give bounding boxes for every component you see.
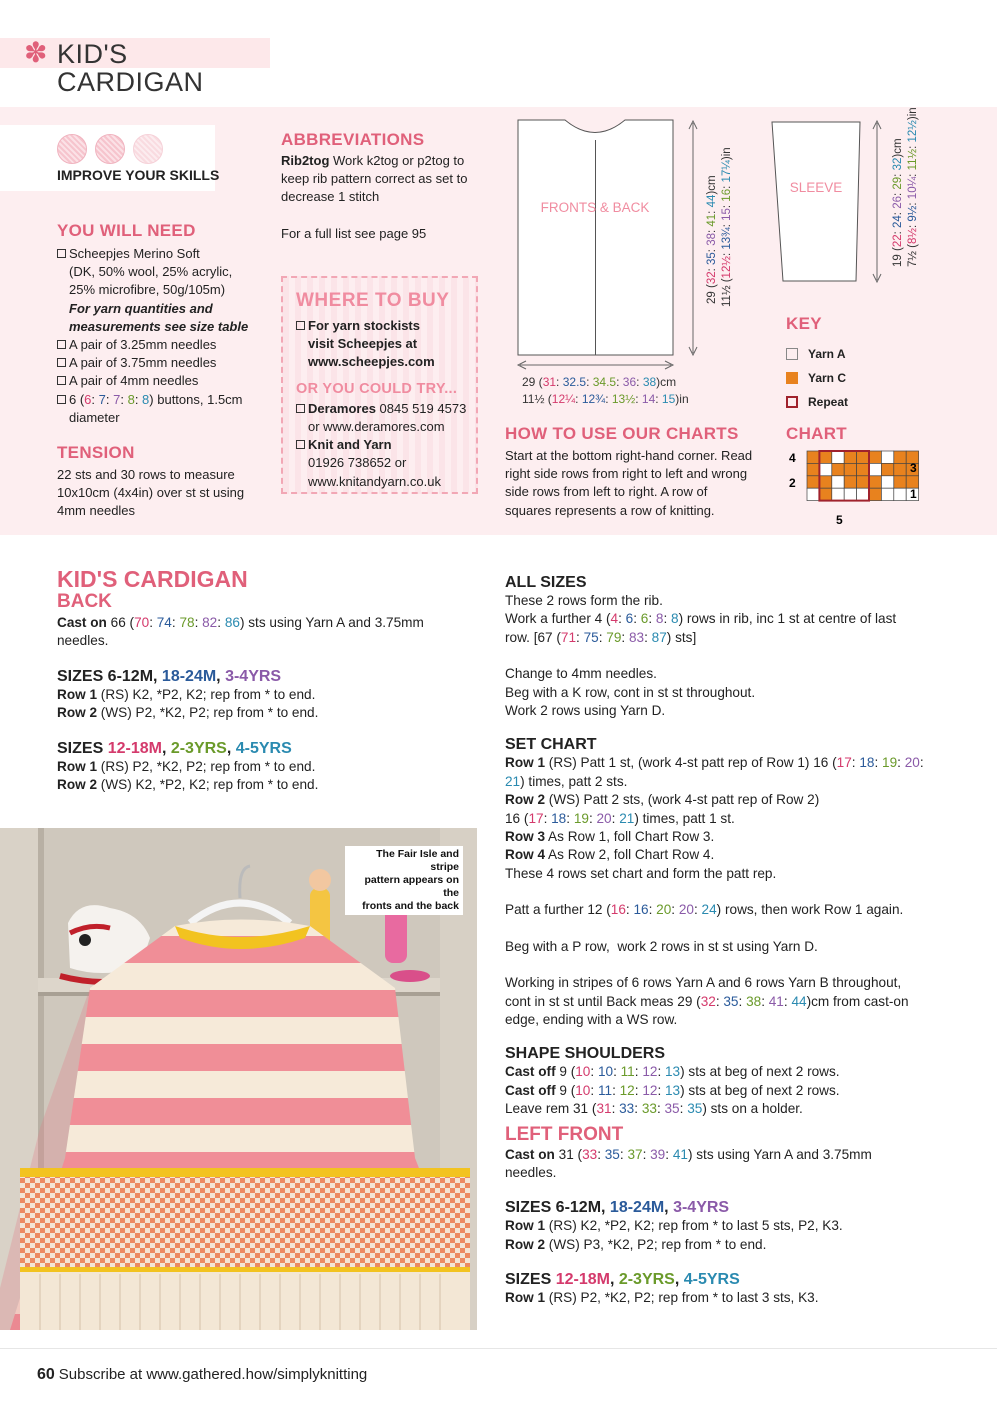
row-instruction: Row 2 (WS) K2, *P2, K2; rep from * to end.: [57, 777, 319, 793]
chart-cell: [832, 476, 844, 488]
instructions-right: [505, 574, 935, 1308]
stockist-url: or www.deramores.com: [308, 419, 445, 435]
width-labels: [522, 374, 689, 408]
paragraph: Row 1 (RS) Patt 1 st, (work 4-st patt rep of Row 1) 16 (17: 18: 19: 20: 21) times, patt 2 sts. Row 2 (WS) Patt 2 sts, (work 4-st patt rep of Row 2) 16 (17: 18: 19: 20: 21) times, patt 1 st. Row 3 As Row 1, foll Chart Row 3. Row 4 As Row 2, foll Chart Row 4. These 4 rows set chart and form the patt rep. Patt a further 12 (16: 16: 20: 20: 24) rows, then work Row 1 again. Beg with a P row, work 2 rows in st st using Yarn D. Working in stripes of 6 rows Yarn A and 6 rows Yarn B throughout, cont in st st until Back meas 29 (32: 35: 38: 41: 44)cm from cast-on edge, ending with a WS row.: [505, 755, 924, 1027]
knitting-chart: [780, 445, 930, 530]
full-list-note: For a full list see page 95: [281, 225, 427, 241]
list-item: Scheepjes Merino Soft: [57, 245, 272, 263]
chart-cell: [894, 463, 906, 475]
section-subtitle: BACK: [57, 591, 112, 612]
tension-section: [57, 443, 272, 521]
chart-row-label: 4: [789, 451, 796, 465]
chart-cell: [881, 451, 893, 463]
abbreviation-term: Rib2tog: [281, 153, 330, 168]
checkbox-icon: [57, 358, 66, 367]
key-item-yarn-a: Yarn A: [786, 342, 848, 366]
cast-on-text: Cast on 66 (70: 74: 78: 82: 86) sts using Yarn A and 3.75mm needles.: [57, 615, 424, 649]
chart-cell: [881, 463, 893, 475]
chart-cell: [894, 488, 906, 500]
row-instruction: Row 1 (RS) P2, *K2, P2; rep from * to end.: [57, 758, 316, 774]
chart-row-label: 3: [910, 461, 917, 475]
shape-shoulders-heading: SHAPE SHOULDERS: [505, 1045, 666, 1063]
flower-icon: ✽: [24, 37, 48, 68]
you-will-need-heading: YOU WILL NEED: [57, 221, 196, 240]
how-to-heading: HOW TO USE OUR CHARTS: [505, 424, 739, 443]
chart-cell: [844, 476, 856, 488]
subscribe-link[interactable]: Subscribe at www.gathered.how/simplyknitting: [58, 1366, 368, 1383]
chart-cell: [807, 488, 819, 500]
chart-cell: [807, 451, 819, 463]
paragraph: Cast off 9 (10: 10: 11: 12: 13) sts at beg of next 2 rows. Cast off 9 (10: 11: 12: 12: 13) sts at beg of next 2 rows. Leave rem 31 (31: 33: 33: 35: 35) sts on a holder.: [505, 1064, 840, 1117]
chart-section: [786, 424, 847, 444]
section-title: KID'S CARDIGAN: [57, 566, 248, 592]
chart-cell: [844, 488, 856, 500]
chart-heading: CHART: [786, 424, 847, 443]
abbreviation-text: keep rib pattern correct as set to: [281, 171, 468, 187]
left-front-heading: LEFT FRONT: [505, 1123, 624, 1145]
chart-cell: [869, 451, 881, 463]
chart-grid: [807, 451, 919, 501]
how-to-line: right side rows from right to left and wrong: [505, 466, 748, 482]
chart-cell: [869, 463, 881, 475]
where-to-buy-box: WHERE TO BUY For yarn stockists visit Scheepjes at www.scheepjes.com OR YOU COULD TRY... Deramores 0845 519 4573 or www.deramores.com Knit and Yarn 01926 738652 or www.knitandyarn.co.uk: [281, 276, 478, 494]
page-number: 60: [37, 1366, 55, 1383]
row-instruction: Row 1 (RS) K2, *P2, K2; rep from * to end.: [57, 686, 316, 702]
height-cm-label: 29 (32: 35: 38: 41: 44)cm: [706, 175, 718, 304]
list-item: A pair of 3.75mm needles: [57, 354, 272, 372]
width-cm-label: 29 (31: 32.5: 34.5: 36: 38)cm: [522, 375, 677, 389]
all-sizes-heading: ALL SIZES: [505, 574, 587, 591]
chart-cell: [807, 463, 819, 475]
you-will-need-section: [57, 221, 272, 427]
chart-row-label: 2: [789, 476, 796, 490]
chart-cell: [869, 476, 881, 488]
yarn-ball-icon: [133, 134, 163, 164]
list-item: (DK, 50% wool, 25% acrylic,: [69, 264, 233, 280]
chart-cell: [857, 476, 869, 488]
paragraph: Row 1 (RS) P2, *K2, P2; rep from * to last 3 sts, K3.: [505, 1290, 819, 1306]
list-item: For yarn quantities and: [69, 300, 213, 316]
key-item-repeat: Repeat: [786, 390, 848, 414]
white-swatch-icon: [786, 348, 798, 360]
sizes-heading: SIZES 6-12M, 18-24M, 3-4YRS: [505, 1199, 730, 1217]
where-to-buy-heading: WHERE TO BUY: [296, 290, 450, 311]
abbreviations-heading: ABBREVIATIONS: [281, 130, 425, 149]
list-item: A pair of 3.25mm needles: [57, 336, 272, 354]
tension-line: 4mm needles: [57, 503, 136, 519]
paragraph: Cast on 31 (33: 35: 37: 39: 41) sts using Yarn A and 3.75mm needles.: [505, 1146, 872, 1180]
list-item: diameter: [69, 409, 120, 425]
key-heading: KEY: [786, 314, 822, 333]
paragraph: Row 1 (RS) K2, *P2, K2; rep from * to last 5 sts, P2, K3. Row 2 (WS) P3, *K2, P2; rep from * to end.: [505, 1218, 843, 1252]
sizes-heading: SIZES 12-18M, 2-3YRS, 4-5YRS: [57, 739, 292, 757]
key-section: [786, 314, 848, 414]
chart-cell: [819, 451, 831, 463]
chart-cell: [857, 451, 869, 463]
height-in-label: 11½ (12½: 13¾: 15: 16: 17¼)in: [721, 147, 733, 307]
sleeve-cm-label: 19 (22: 24: 26: 29: 32)cm: [892, 138, 904, 267]
tension-line: 22 sts and 30 rows to measure: [57, 467, 235, 482]
chart-cell: [881, 476, 893, 488]
width-in-label: 11½ (12¼: 12¾: 13½: 14: 15)in: [522, 392, 689, 406]
list-item: A pair of 4mm needles: [57, 372, 272, 390]
chart-cell: [807, 476, 819, 488]
photo-caption: The Fair Isle and stripe pattern appears on the fronts and the back: [345, 846, 463, 915]
checkbox-icon: [296, 404, 305, 413]
fronts-back-label: FRONTS & BACK: [540, 200, 650, 215]
repeat-swatch-icon: [786, 396, 798, 408]
checkbox-icon: [296, 440, 305, 449]
key-item-yarn-c: Yarn C: [786, 366, 848, 390]
yarn-ball-icon: [57, 134, 87, 164]
sleeve-label: SLEEVE: [789, 180, 843, 195]
chart-cell: [832, 488, 844, 500]
chart-cell: [844, 463, 856, 475]
chart-cell: [869, 488, 881, 500]
yarn-ball-icon: [95, 134, 125, 164]
list-item: 6 (6: 7: 7: 8: 8) buttons, 1.5cm: [57, 391, 272, 409]
chart-cell: [881, 488, 893, 500]
back-section: [57, 567, 457, 794]
checkbox-icon: [57, 395, 66, 404]
chart-cell: [894, 476, 906, 488]
sizes-heading: SIZES 12-18M, 2-3YRS, 4-5YRS: [505, 1271, 740, 1289]
list-item: measurements see size table: [69, 318, 249, 334]
or-you-could-try-heading: OR YOU COULD TRY...: [296, 380, 458, 397]
footer: [37, 1366, 367, 1384]
chart-cell: [819, 463, 831, 475]
stockist-phone: 01926 738652 or: [308, 455, 407, 471]
sizes-heading: SIZES 6-12M, 18-24M, 3-4YRS: [57, 667, 282, 685]
chart-cell: [857, 463, 869, 475]
chart-col-label: 5: [836, 513, 843, 527]
checkbox-icon: [296, 321, 305, 330]
tension-heading: TENSION: [57, 443, 135, 462]
checkbox-icon: [57, 249, 66, 258]
stockist-url: www.scheepjes.com: [308, 354, 435, 370]
checkbox-icon: [57, 340, 66, 349]
stockist-text: visit Scheepjes at: [308, 336, 418, 352]
cardigan-photo: [0, 828, 477, 1330]
skills-label: IMPROVE YOUR SKILLS: [57, 167, 220, 183]
chart-cell: [819, 488, 831, 500]
set-chart-heading: SET CHART: [505, 736, 597, 754]
sleeve-shape: [772, 122, 860, 281]
abbreviation-text: decrease 1 stitch: [281, 189, 380, 205]
chart-row-label: 1: [910, 487, 917, 501]
how-to-line: side rows from left to right. A row of: [505, 484, 708, 500]
chart-cell: [832, 451, 844, 463]
how-to-line: Start at the bottom right-hand corner. Read: [505, 448, 753, 463]
chart-cell: [819, 476, 831, 488]
stockist-url: www.knitandyarn.co.uk: [308, 473, 441, 489]
abbreviations-section: ABBREVIATIONS Rib2tog Work k2tog or p2tog to keep rib pattern correct as set to decrease 1 stitch For a full list see page 95: [281, 130, 481, 243]
header-bar: [0, 37, 270, 97]
list-item: 25% microfibre, 50g/105m): [69, 282, 226, 298]
footer-divider: [0, 1348, 997, 1349]
checkbox-icon: [57, 376, 66, 385]
chart-cell: [894, 451, 906, 463]
page-title: KID'S CARDIGAN: [57, 39, 204, 97]
paragraph: These 2 rows form the rib. Work a further 4 (4: 6: 6: 8: 8) rows in rib, inc 1 st at centre of last row. [67 (71: 75: 79: 83: 87) sts] Change to 4mm needles. Beg with a K row, cont in st st throughout. Work 2 rows using Yarn D.: [505, 593, 897, 719]
row-instruction: Row 2 (WS) P2, *K2, P2; rep from * to end.: [57, 705, 319, 721]
how-to-line: squares represents a row of knitting.: [505, 502, 715, 518]
how-to-section: [505, 424, 775, 520]
orange-swatch-icon: [786, 372, 798, 384]
chart-cell: [844, 451, 856, 463]
sleeve-in-label: 7½ (8½: 9½: 10¼: 11½: 12½)in: [907, 107, 919, 267]
tension-line: 10x10cm (4x4in) over st st using: [57, 485, 245, 501]
garment-schematic: [505, 107, 945, 415]
chart-cell: [857, 488, 869, 500]
chart-cell: [832, 463, 844, 475]
